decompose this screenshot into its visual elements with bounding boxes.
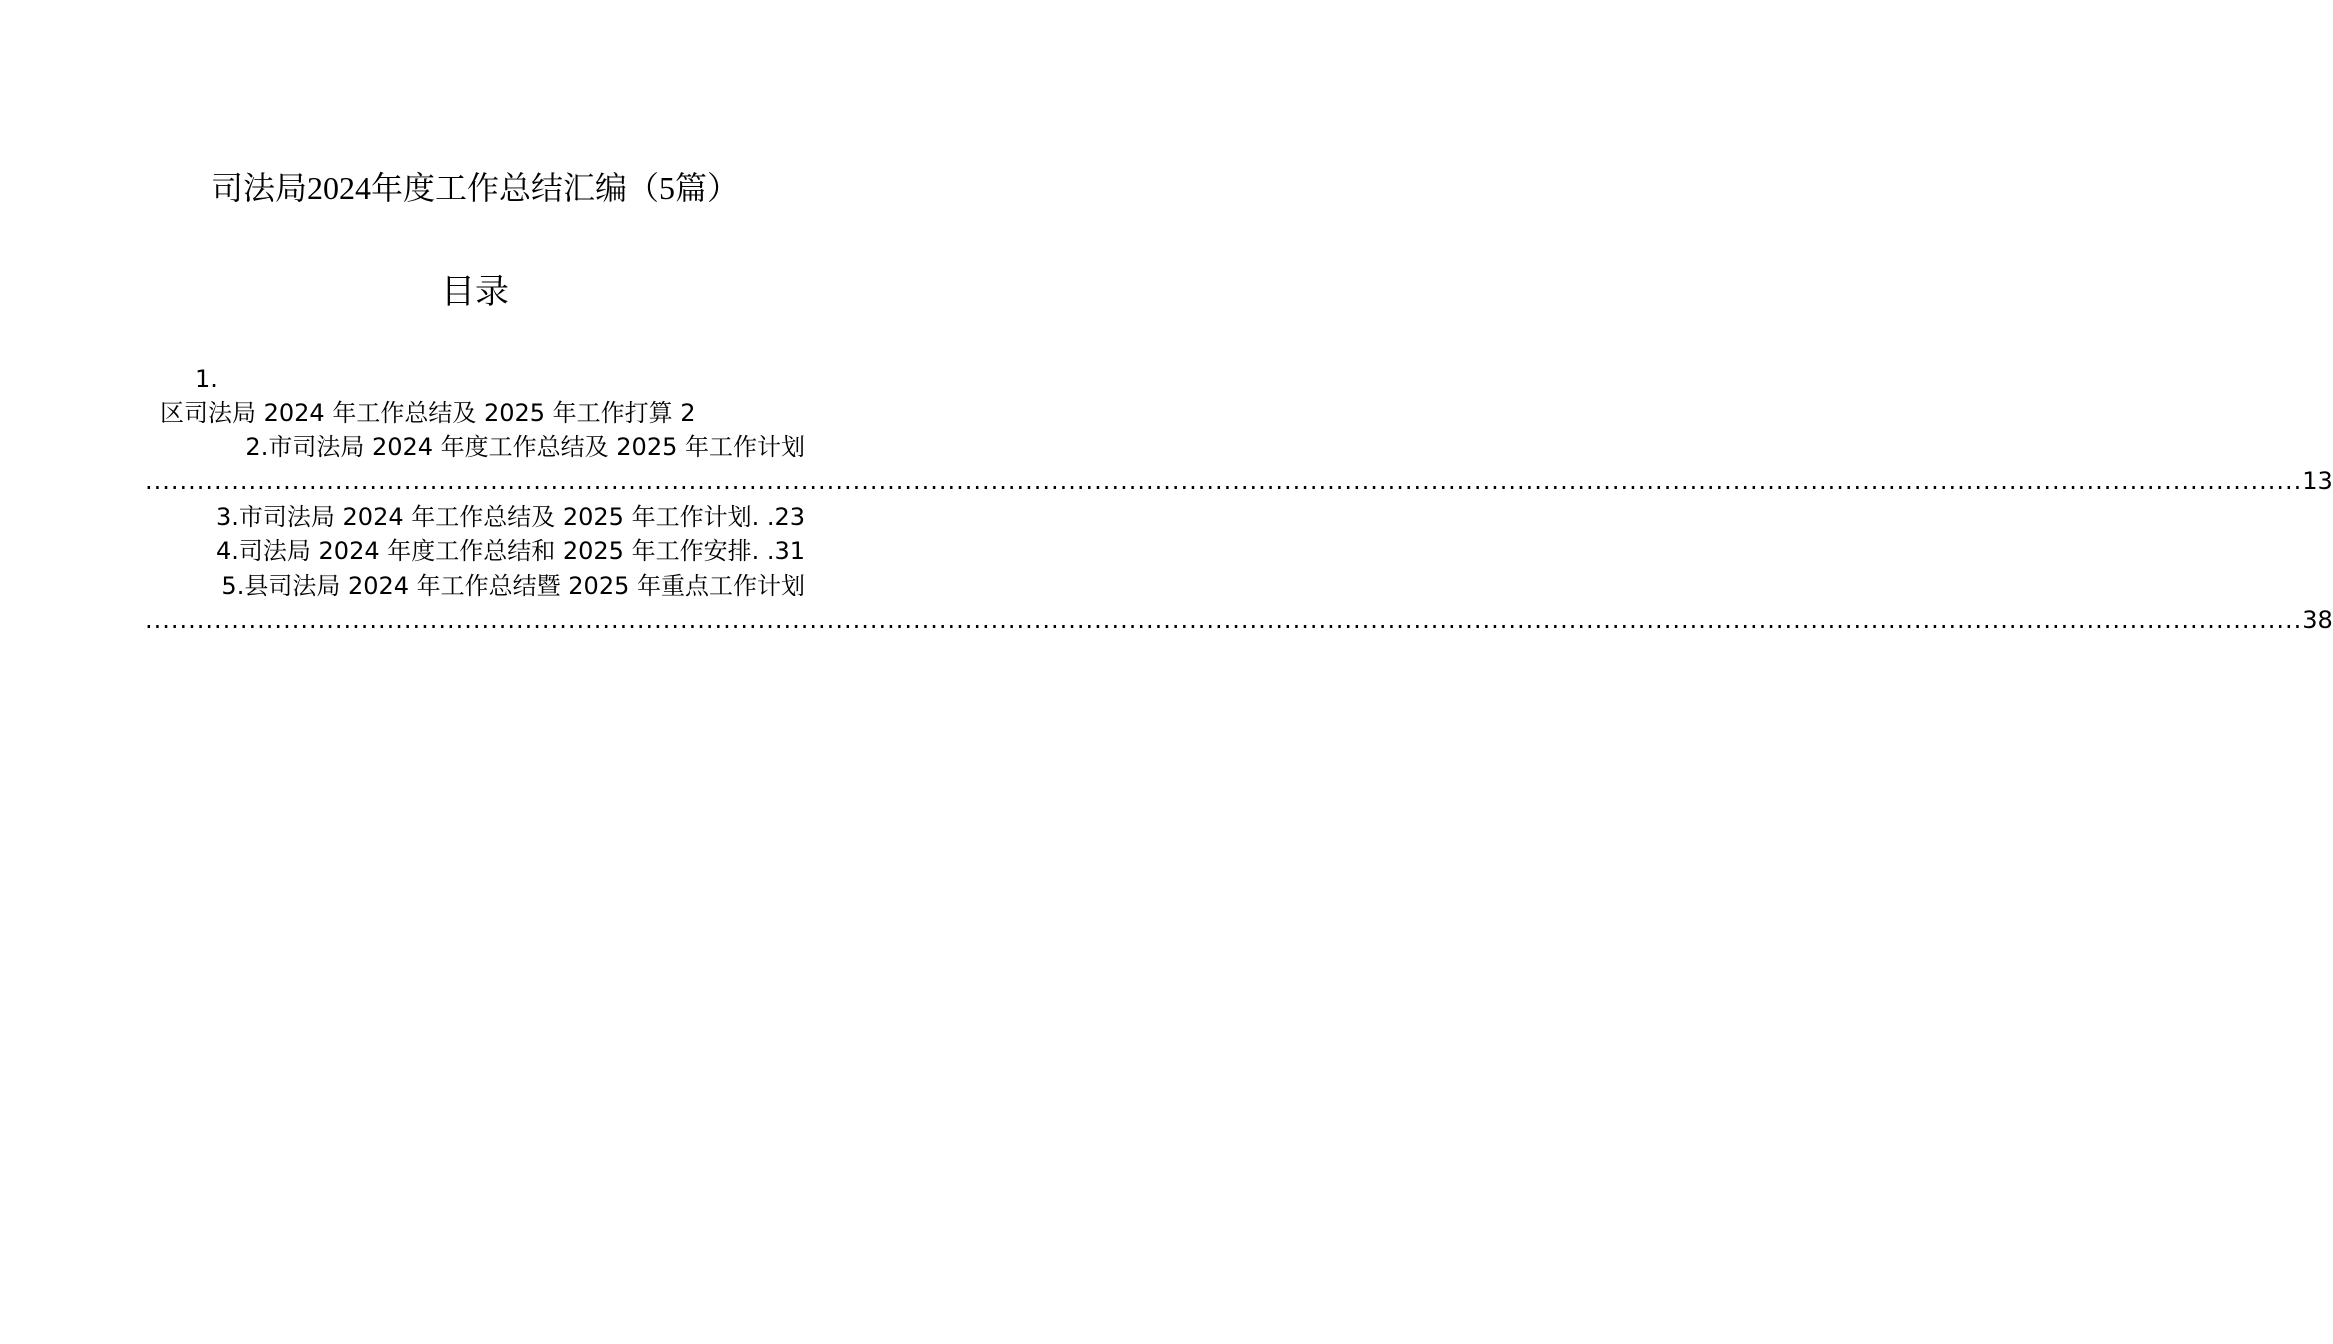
title-count: 5 [659,170,675,206]
toc-entry-5[interactable]: 5.县司法局 2024 年工作总结暨 2025 年重点工作计划 [221,572,805,600]
toc-entry-5-page: 38 [2302,606,2333,634]
title-year: 2024 [306,170,371,206]
toc-entry-5-leader-row[interactable] [145,603,2333,637]
toc-entry-1-number[interactable]: 1. [195,365,218,393]
toc-entry-2-page: 13 [2302,467,2333,495]
toc-entry-4[interactable]: 4.司法局 2024 年度工作总结和 2025 年工作安排. .31 [216,537,805,565]
dot-leader: .......................................................................................................................................................................................................................................................... [145,606,2303,634]
toc-entry-2-leader-row[interactable] [145,464,2333,498]
title-prefix: 司法局 [210,169,307,207]
document-title [0,168,950,208]
toc-heading: 目录 [441,272,509,312]
toc-entry-3[interactable]: 3.市司法局 2024 年工作总结及 2025 年工作计划. .23 [216,503,805,531]
title-mid: 年度工作总结汇编（ [370,169,659,207]
toc-entry-1[interactable]: 区司法局 2024 年工作总结及 2025 年工作打算 2 [160,399,696,427]
toc-entry-2[interactable]: 2.市司法局 2024 年度工作总结及 2025 年工作计划 [245,433,805,461]
dot-leader: .......................................................................................................................................................................................................................................................... [145,467,2303,495]
title-suffix: 篇） [675,169,740,207]
